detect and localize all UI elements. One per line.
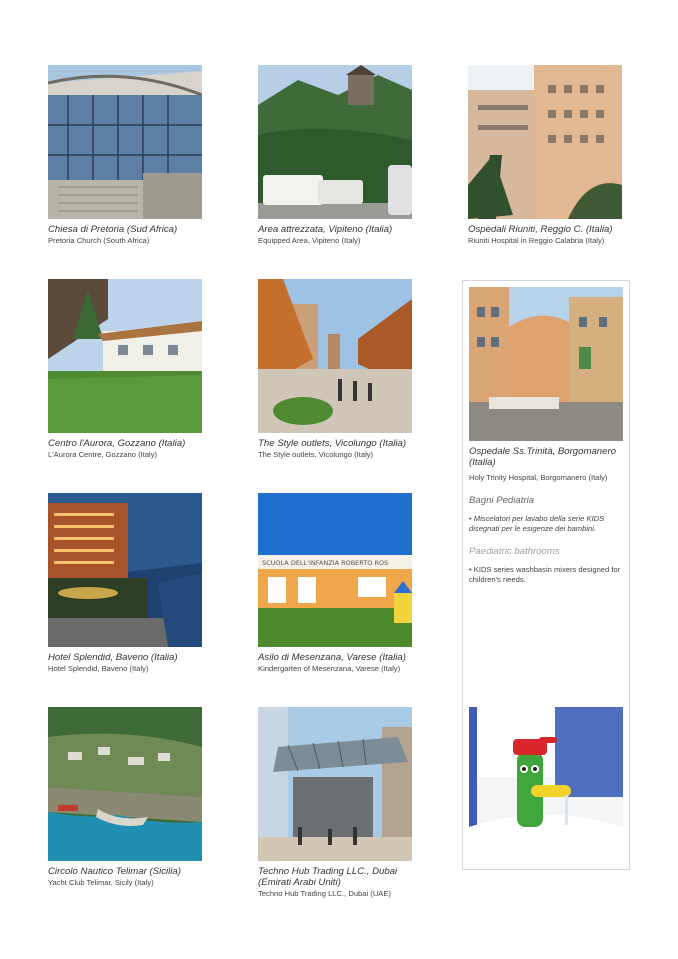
project-card	[48, 493, 204, 674]
photo-pretoria-church	[48, 65, 202, 219]
project-card	[468, 65, 624, 246]
caption-italian: Chiesa di Pretoria (Sud Africa)	[48, 224, 178, 235]
heading-italian: Bagni Pediatria	[469, 495, 535, 506]
caption-italian: Circolo Nautico Telimar (Sicilia)	[48, 866, 181, 877]
project-card	[48, 279, 204, 460]
project-card	[258, 707, 414, 899]
photo-techno-hub	[258, 707, 412, 861]
kindergarten-sign-text: SCUOLA DELL'INFANZIA ROBERTO ROS	[262, 559, 389, 567]
text-english: • KIDS series washbasin mixers designed for children's needs.	[469, 565, 621, 584]
photo-kindergarten	[258, 493, 412, 647]
project-card	[48, 65, 204, 246]
caption-english: Yacht Club Telimar, Sicily (Italy)	[48, 878, 154, 887]
photo-vipiteno-area	[258, 65, 412, 219]
caption-italian: Ospedali Riuniti, Reggio C. (Italia)	[468, 224, 613, 235]
caption-english: Kindergarten of Mesenzana, Varese (Italy)	[258, 664, 401, 673]
caption-italian: Techno Hub Trading LLC., Dubai (Emirati Arabi Uniti)	[258, 866, 398, 888]
caption-english: Hotel Splendid, Baveno (Italy)	[48, 664, 149, 673]
text-italian: • Miscelatori per lavabo della serie KIDS disegnati per le esigenze dei bambini.	[469, 514, 605, 533]
caption-english: Riuniti Hospital in Reggio Calabria (Italy)	[468, 236, 605, 245]
panel-caption-english: Holy Trinity Hospital, Borgomanero (Italy)	[469, 473, 608, 482]
photo-hotel-splendid	[48, 493, 202, 647]
project-card	[258, 493, 414, 674]
caption-italian: Area attrezzata, Vipiteno (Italia)	[258, 224, 393, 235]
caption-italian: Hotel Splendid, Baveno (Italia)	[48, 652, 178, 663]
caption-italian: Centro l'Aurora, Gozzano (Italia)	[48, 438, 186, 449]
caption-english: Equipped Area, Vipiteno (Italy)	[258, 236, 361, 245]
project-card	[48, 707, 204, 888]
caption-english: The Style outlets, Vicolungo (Italy)	[258, 450, 374, 459]
panel-caption-italian: Ospedale Ss.Trinità, Borgomanero (Italia)	[469, 446, 616, 468]
photo-riuniti-hospital	[468, 65, 622, 219]
heading-english: Paediatric bathrooms	[469, 546, 560, 557]
caption-english: Techno Hub Trading LLC., Dubai (UAE)	[258, 889, 391, 898]
project-card	[258, 65, 414, 246]
caption-english: L'Aurora Centre, Gozzano (Italy)	[48, 450, 158, 459]
caption-english: Pretoria Church (South Africa)	[48, 236, 150, 245]
photo-kids-mixer	[469, 707, 623, 862]
caption-italian: Asilo di Mesenzana, Varese (Italia)	[258, 652, 406, 663]
photo-yacht-club	[48, 707, 202, 861]
project-card	[258, 279, 414, 460]
photo-style-outlets	[258, 279, 412, 433]
photo-aurora-centre	[48, 279, 202, 433]
pediatric-bathroom-panel	[462, 280, 630, 870]
photo-trinity-hospital	[469, 287, 623, 441]
caption-italian: The Style outlets, Vicolungo (Italia)	[258, 438, 407, 449]
